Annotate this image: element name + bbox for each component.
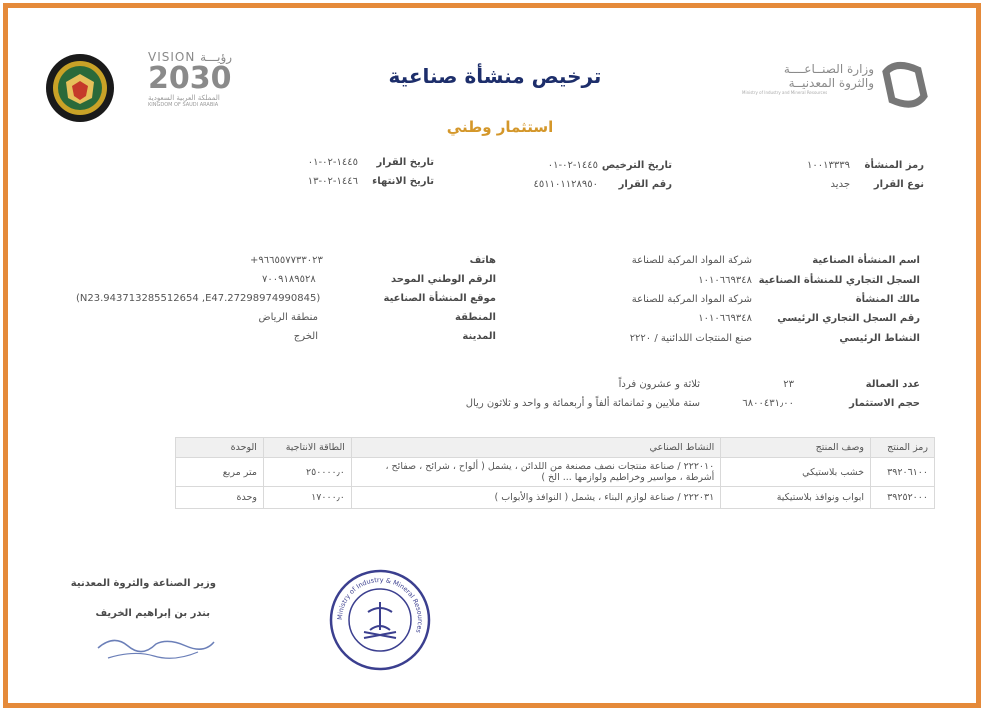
vision-kingdom-en: KINGDOM OF SAUDI ARABIA xyxy=(148,102,219,108)
product-activity-cell: ٢٢٢٠١٠ / صناعة منتجات نصف مصنعة من اللدائن ، يشمل ( ألواح ، شرائح ، صفائح ، أشرطة ، مواسير وخراطيم ولوازمها ... الخ ) xyxy=(351,458,720,487)
decision-type-label: نوع القرار xyxy=(873,179,924,190)
signatory-title: وزير الصناعة والثروة المعدنية xyxy=(70,578,216,589)
facility-cr-value: ١٠١٠٦٦٩٣٤٨ xyxy=(698,275,752,286)
main-activity-label: النشاط الرئيسي xyxy=(839,333,920,344)
unified-number-label: الرقم الوطني الموحد xyxy=(391,274,496,285)
product-capacity-cell: ١٧٠٠٠٫٠ xyxy=(263,487,351,509)
decision-date-label: تاريخ القرار xyxy=(376,157,434,168)
region-value: منطقة الرياض xyxy=(258,312,318,323)
location-value: (N23.943713285512654 ,E47.27298974990845) xyxy=(76,293,321,304)
decision-date-value: ١٤٤٥-٠٢-٠١ xyxy=(307,157,358,168)
product-unit-cell: وحدة xyxy=(176,487,264,509)
header-industrial-activity: النشاط الصناعي xyxy=(351,438,720,458)
products-table xyxy=(175,437,935,509)
workforce-words: ثلاثة و عشرون فرداً xyxy=(618,379,700,390)
ministry-seal-icon xyxy=(328,568,432,672)
facility-owner-value: شركة المواد المركبة للصناعة xyxy=(631,294,752,305)
workforce-value: ٢٣ xyxy=(783,379,794,390)
workforce-label: عدد العمالة xyxy=(865,379,920,390)
product-activity-cell: ٢٢٢٠٣١ / صناعة لوازم البناء ، يشمل ( النوافذ والأبواب ) xyxy=(351,487,720,509)
header-product-desc: وصف المنتج xyxy=(721,438,871,458)
signature-mark xyxy=(94,628,218,666)
end-date-label: تاريخ الانتهاء xyxy=(372,176,434,187)
main-activity-value: صنع المنتجات اللدائنية / ٢٢٢٠ xyxy=(629,333,752,344)
region-label: المنطقة xyxy=(455,312,496,323)
signatory-name: بندر بن إبراهيم الخريف xyxy=(95,608,210,619)
gcc-emblem-icon xyxy=(44,52,116,124)
table-row xyxy=(176,487,935,509)
products-header-row xyxy=(176,438,935,458)
main-cr-label: رقم السجل التجاري الرئيسي xyxy=(777,313,920,324)
phone-label: هاتف xyxy=(469,255,496,266)
header-unit: الوحدة xyxy=(176,438,264,458)
decision-no-label: رقم القرار xyxy=(618,179,672,190)
city-value: الخرج xyxy=(293,331,318,342)
seal-text: Ministry of Industry & Mineral Resources xyxy=(335,575,425,634)
product-code-cell: ٣٩٢٥٢٠٠٠ xyxy=(871,487,935,509)
vision-year: 2030 xyxy=(148,61,232,96)
product-unit-cell: متر مربع xyxy=(176,458,264,487)
facility-code-label: رمز المنشأة xyxy=(864,160,924,171)
table-row xyxy=(176,458,935,487)
facility-name-label: اسم المنشأة الصناعية xyxy=(812,255,920,266)
investment-label: حجم الاستثمار xyxy=(849,398,920,409)
end-date-value: ١٤٤٦-٠٢-١٣ xyxy=(307,176,358,187)
header-capacity: الطاقة الانتاجية xyxy=(263,438,351,458)
city-label: المدينة xyxy=(462,331,496,342)
header-product-code: رمز المنتج xyxy=(871,438,935,458)
facility-name-value: شركة المواد المركبة للصناعة xyxy=(631,255,752,266)
product-code-cell: ٣٩٢٠٦١٠٠ xyxy=(871,458,935,487)
product-desc-cell: خشب بلاستيكي xyxy=(721,458,871,487)
decision-type-value: جديد xyxy=(830,179,850,190)
vision-label: VISION رؤيـــة xyxy=(148,50,233,64)
facility-code-value: ١٠٠١٣٣٣٩ xyxy=(807,160,850,171)
ministry-name-line1: وزارة الصنــاعــــة xyxy=(783,62,874,76)
investment-words: ستة ملايين و ثمانمائة ألفاً و أربعمائة و واحد و ثلاثون ريال xyxy=(465,398,700,409)
ministry-name-line2: والثروة المعدنيــة xyxy=(788,76,874,90)
vision-kingdom-ar: المملكة العربية السعودية xyxy=(148,94,220,102)
ministry-name-en: Ministry of Industry and Mineral Resources xyxy=(742,90,828,95)
unified-number-value: ٧٠٠٩١٨٩٥٢٨ xyxy=(262,274,316,285)
document-subtitle: استثمار وطني xyxy=(446,118,554,136)
facility-owner-label: مالك المنشأة xyxy=(855,294,920,305)
facility-cr-label: السجل التجاري للمنشأة الصناعية xyxy=(758,275,920,286)
location-label: موقع المنشأة الصناعية xyxy=(383,293,496,304)
product-desc-cell: ابواب ونوافذ بلاستيكية xyxy=(721,487,871,509)
document-title: ترخيص منشأة صناعية xyxy=(388,64,602,88)
product-capacity-cell: ٢٥٠٠٠٠٫٠ xyxy=(263,458,351,487)
main-cr-value: ١٠١٠٦٦٩٣٤٨ xyxy=(698,313,752,324)
investment-value: ٦٨٠٠٤٣١٫٠٠ xyxy=(742,398,794,409)
license-date-label: تاريخ الترخيص xyxy=(601,160,672,171)
license-date-value: ١٤٤٥-٠٢-٠١ xyxy=(547,160,598,171)
phone-value: +٩٦٦٥٥٧٧٣٣٠٢٣ xyxy=(250,255,323,266)
decision-no-value: ٤٥١١٠١١٢٨٩٥٠ xyxy=(533,179,598,190)
